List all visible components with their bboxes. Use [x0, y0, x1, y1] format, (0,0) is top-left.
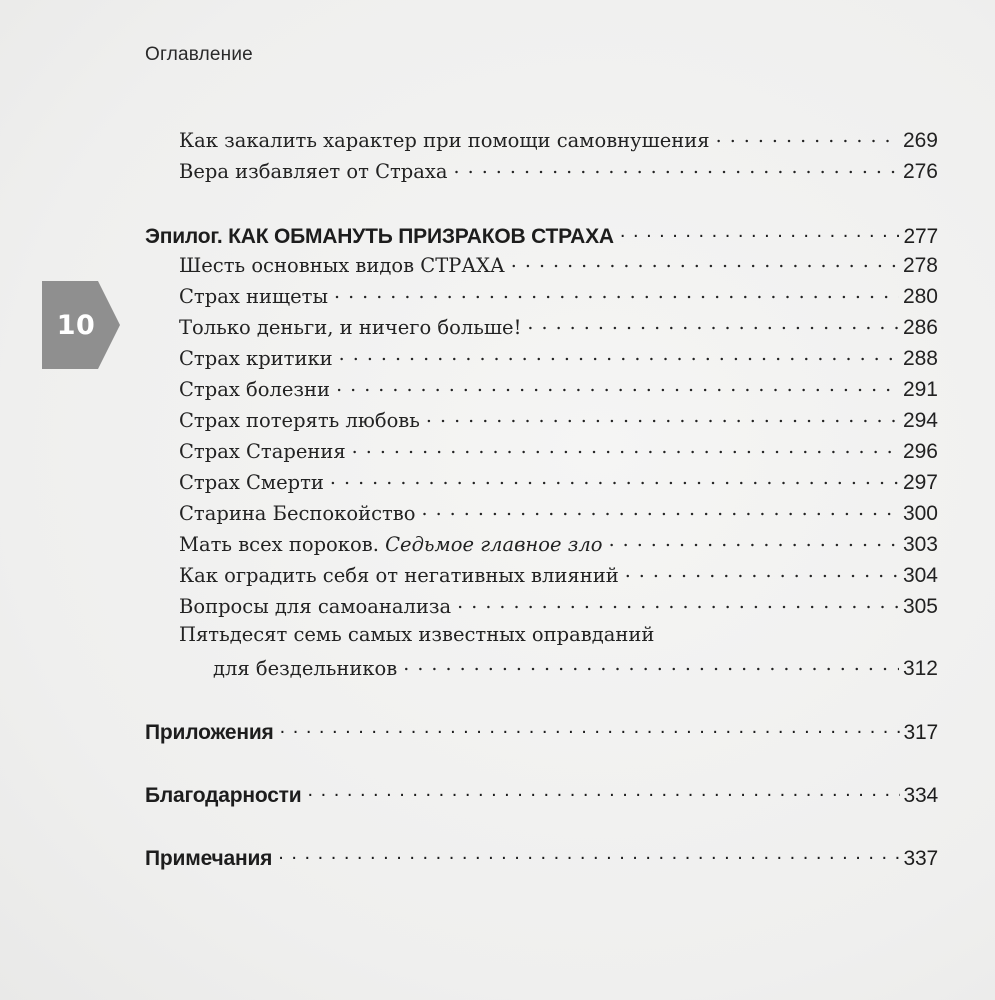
- toc-entry[interactable]: [179, 344, 938, 371]
- toc-page-number: 300: [902, 502, 938, 526]
- toc-entry[interactable]: [179, 251, 938, 278]
- toc-entry[interactable]: [179, 561, 938, 588]
- toc-chapter-title: Благодарности: [145, 784, 302, 808]
- toc-page-number: 288: [902, 347, 938, 371]
- toc-page-number: 312: [902, 657, 938, 681]
- dot-leader: [330, 468, 899, 489]
- toc-entry-title: Страх болезни: [179, 378, 331, 402]
- dot-leader: [609, 530, 899, 551]
- toc-entry-title-italic: Седьмое главное зло: [385, 533, 603, 557]
- toc-entry[interactable]: [213, 654, 938, 681]
- toc-entry-title: Как закалить характер при помощи самовнушения: [179, 129, 710, 153]
- toc-page-number: 280: [902, 285, 938, 309]
- toc-entry-title: Как оградить себя от негативных влияний: [179, 564, 619, 588]
- toc-entry-title: Страх Смерти: [179, 471, 324, 495]
- toc-entry-title-line2: для бездельников: [213, 657, 398, 681]
- dot-leader: [454, 157, 899, 178]
- toc-entry-title: Страх нищеты: [179, 285, 328, 309]
- toc-page-number: 305: [902, 595, 938, 619]
- toc-page-number: 294: [902, 409, 938, 433]
- dot-leader: [422, 499, 899, 520]
- toc-page-number: 276: [902, 160, 938, 184]
- toc-chapter-appendices[interactable]: [145, 716, 938, 745]
- toc-page-number: 291: [902, 378, 938, 402]
- toc-entry-title-main: Мать всех пороков.: [179, 533, 379, 557]
- chapter-tab-number: 10: [56, 309, 96, 341]
- toc-chapter-title: Эпилог. КАК ОБМАНУТЬ ПРИЗРАКОВ СТРАХА: [145, 225, 614, 249]
- toc-entry-title: Старина Беспокойство: [179, 502, 416, 526]
- toc-page-number: 304: [902, 564, 938, 588]
- dot-leader: [403, 654, 899, 675]
- toc-entry[interactable]: [179, 530, 938, 557]
- toc-page-number: 286: [902, 316, 938, 340]
- toc-page-number: 296: [902, 440, 938, 464]
- toc-entry-title: Шесть основных видов СТРАХА: [179, 254, 505, 278]
- dot-leader: [625, 561, 899, 582]
- toc-chapter-notes[interactable]: [145, 842, 938, 871]
- toc-page-number: 303: [902, 533, 938, 557]
- dot-leader: [336, 375, 899, 396]
- dot-leader: [334, 282, 899, 303]
- toc-entry[interactable]: [179, 282, 938, 309]
- toc-entry[interactable]: [179, 406, 938, 433]
- dot-leader: [511, 251, 899, 272]
- toc-chapter-title: Примечания: [145, 847, 273, 871]
- toc-entry[interactable]: [179, 375, 938, 402]
- toc-page-number: 277: [903, 225, 938, 249]
- dot-leader: [339, 344, 899, 365]
- toc-entry-title-line1: Пятьдесят семь самых известных оправданий: [179, 623, 655, 646]
- toc-entry[interactable]: [179, 468, 938, 495]
- toc-page-number: 297: [902, 471, 938, 495]
- dot-leader: [280, 716, 900, 739]
- toc-entry[interactable]: [179, 313, 938, 340]
- toc-chapter-acknowledgements[interactable]: [145, 779, 938, 808]
- toc-entry-title: Страх критики: [179, 347, 333, 371]
- toc-entry[interactable]: [179, 499, 938, 526]
- toc-chapter-title: Приложения: [145, 721, 274, 745]
- toc-page-number: 269: [902, 129, 938, 153]
- toc-page-number: 334: [903, 784, 938, 808]
- toc-page-number: 317: [903, 721, 938, 745]
- toc-entry-title: Вера избавляет от Страха: [179, 160, 448, 184]
- dot-leader: [426, 406, 899, 427]
- dot-leader: [307, 779, 899, 802]
- toc-entry[interactable]: [179, 126, 938, 153]
- dot-leader: [716, 126, 899, 147]
- chapter-tab-marker: [42, 281, 120, 369]
- toc-page-number: 337: [903, 847, 938, 871]
- toc-entry-title: [179, 533, 609, 556]
- toc-entry-title: Страх Старения: [179, 440, 346, 464]
- toc-page-number: 278: [902, 254, 938, 278]
- dot-leader: [620, 220, 900, 243]
- toc-entry-title: Только деньги, и ничего больше!: [179, 316, 522, 340]
- dot-leader: [527, 313, 899, 334]
- toc-chapter-epilogue[interactable]: [145, 220, 938, 249]
- toc-entry-title: Страх потерять любовь: [179, 409, 420, 433]
- toc-entry-title: Вопросы для самоанализа: [179, 595, 452, 619]
- dot-leader: [352, 437, 899, 458]
- toc-entry[interactable]: [179, 592, 938, 619]
- toc-entry[interactable]: [179, 157, 938, 184]
- dot-leader: [278, 842, 899, 865]
- toc-entry[interactable]: [179, 437, 938, 464]
- running-head: Оглавление: [145, 44, 253, 65]
- dot-leader: [457, 592, 899, 613]
